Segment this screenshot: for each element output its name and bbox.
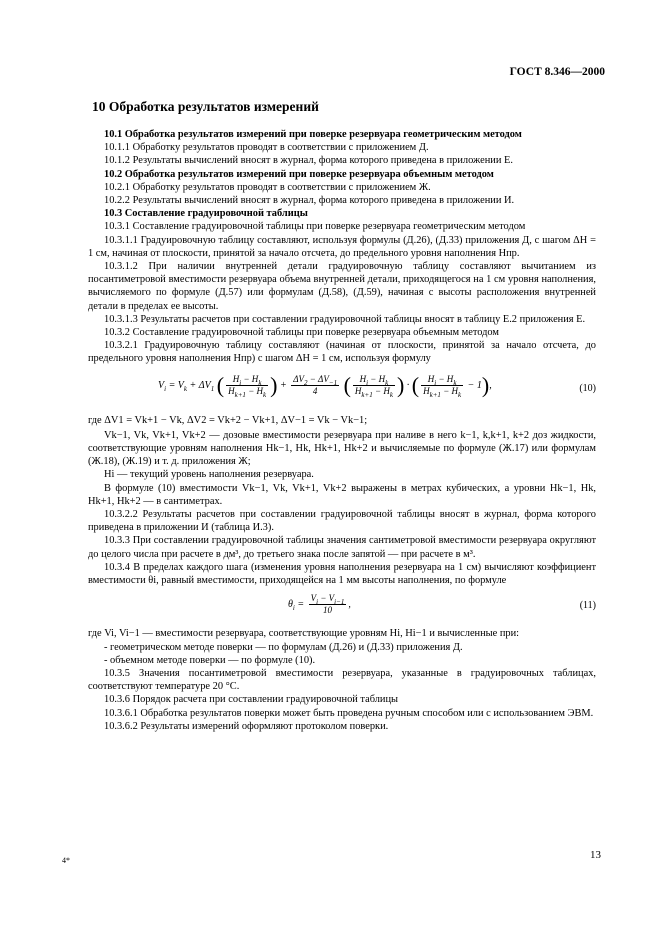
paragraph: 10.3.5 Значения посантиметровой вместимости резервуара, указанные в градуировочных таблицах, соответствуют температуре 20 °С. [88, 667, 596, 693]
subsection-heading: 10.3 Составление градуировочной таблицы [104, 208, 308, 220]
paragraph: 10.1.2 Результаты вычислений вносят в журнал, форма которого приведена в приложении Е. [104, 155, 513, 167]
formula-11-expression: $\theta_i$ = $\frac{V_i - V_{i-1}}{10}$ , [288, 593, 351, 616]
formula-11 [88, 591, 596, 623]
formula-10-number: (10) [579, 382, 596, 394]
paragraph: 10.3.1 Составление градуировочной таблицы при поверке резервуара геометрическим методом [104, 221, 526, 233]
paragraph: 10.3.6.2 Результаты измерений оформляют протоколом поверки. [104, 720, 389, 732]
paragraph: 10.3.2 Составление градуировочной таблицы при поверке резервуара объемным методом [104, 327, 499, 339]
paragraph: 10.3.3 При составлении градуировочной таблицы значения сантиметровой вместимости резервуара округляют до целого числа при расчете в дм³, до третьего знака после запятой — при расчете в м³. [88, 535, 596, 560]
paragraph: 10.3.1.1 Градуировочную таблицу составляют, используя формулы (Д.26), (Д.33) приложения Д, с шагом ΔH = 1 см, начиная от плоскости, принятой за начало отсчета, до предельного уровня наполнения Hпр. [88, 234, 596, 259]
paragraph: Hi — текущий уровень наполнения резервуара. [104, 469, 314, 481]
document-body [88, 128, 596, 733]
paragraph: где Vi, Vi−1 — вместимости резервуара, соответствующие уровням Hi, Hi−1 и вычисленные при: [88, 628, 520, 640]
formula-11-number: (11) [579, 600, 596, 612]
footer-mark: 4* [62, 856, 70, 865]
paragraph: 10.1.1 Обработку результатов проводят в соответствии с приложением Д. [104, 142, 429, 154]
paragraph: 10.3.1.3 Результаты расчетов при составлении градуировочной таблицы вносят в таблицу Е.2 приложения Е. [104, 313, 586, 325]
formula-10 [88, 370, 596, 410]
list-item: - геометрическом методе поверки — по формулам (Д.26) и (Д.33) приложения Д. [104, 641, 463, 653]
paragraph: 10.3.2.2 Результаты расчетов при составлении градуировочной таблицы вносят в журнал, форма которого приведена в приложении И (таблица И.3). [88, 509, 596, 534]
paragraph: 10.2.2 Результаты вычислений вносят в журнал, форма которого приведена в приложении И. [104, 195, 515, 207]
subsection-heading: 10.2 Обработка результатов измерений при поверке резервуара объемным методом [104, 168, 494, 180]
section-title: 10 Обработка результатов измерений [92, 99, 319, 114]
paragraph: 10.3.6.1 Обработка результатов поверки может быть проведена ручным способом или с использованием ЭВМ. [104, 707, 594, 719]
page-number: 13 [590, 849, 601, 861]
paragraph: 10.3.6 Порядок расчета при составлении градуировочной таблицы [104, 694, 399, 706]
paragraph: 10.3.1.2 При наличии внутренней детали градуировочную таблицу составляют вычитанием из посантиметровой вместимости резервуара объема внутренней детали, приходящегося на 1 см уровня наполнения, вычисляемого по формуле (Д.57) или формулам (Д.58), (Д.59), начиная с высоты расположения внутренней детали в пределах ее высоты. [88, 261, 596, 312]
paragraph: 10.3.2.1 Градуировочную таблицу составляют (начиная от плоскости, принятой за начало отсчета, до предельного уровня наполнения Hпр) с шагом ΔH = 1 см, используя формулу [88, 340, 596, 365]
subsection-heading: 10.1 Обработка результатов измерений при поверке резервуара геометрическим методом [104, 129, 522, 140]
standard-header: ГОСТ 8.346—2000 [509, 66, 605, 78]
paragraph: 10.2.1 Обработку результатов проводят в соответствии с приложением Ж. [104, 181, 431, 193]
paragraph: 10.3.4 В пределах каждого шага (изменения уровня наполнения резервуара на 1 см) вычисляют коэффициент вместимости θi, равный вместимости, приходящейся на 1 мм высоты наполнения, по формуле [88, 561, 596, 587]
paragraph: В формуле (10) вместимости Vk−1, Vk, Vk+1, Vk+2 выражены в метрах кубических, а уровни Hk−1, Hk, Hk+1, Hk+2 — в сантиметрах. [88, 482, 596, 507]
paragraph: Vk−1, Vk, Vk+1, Vk+2 — дозовые вместимости резервуара при наливе в него k−1, k,k+1, k+2 доз жидкости, соответствующие уровням наполнения Hk−1, Hk, Hk+1, Hk+2 и вычисляемые по формуле (Ж.17) или формулам (Ж.18), (Ж.19) и т. д. приложения Ж; [88, 429, 596, 468]
formula-10-where: где ΔV1 = Vk+1 − Vk, ΔV2 = Vk+2 − Vk+1, ΔV−1 = Vk − Vk−1; [88, 414, 368, 426]
formula-10-expression: $V_i = V_k + \Delta V_1$ ( $\frac{H_i - H_k}{H_{k+1} - H_k}$ ) + $\frac{\Delta V_2 - \Delta V_{-1}}{4}$ ( $\frac{H_i - H_k}{H_{k+1} - H_k}$ ) · ( $\frac{H_i - H_k}{H_{k+1} - H_k}$ − 1), [158, 372, 492, 399]
list-item: - объемном методе поверки — по формуле (10). [104, 654, 316, 666]
